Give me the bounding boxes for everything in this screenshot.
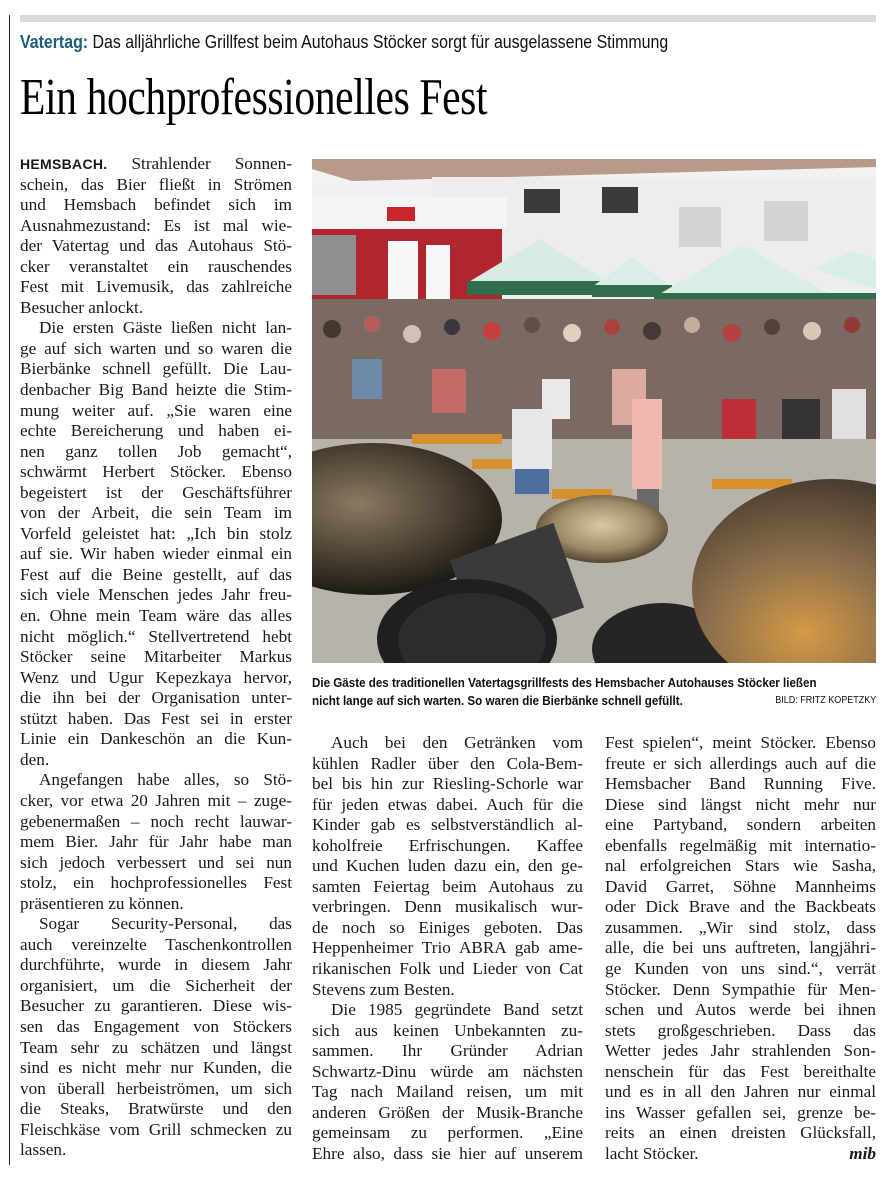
text-line-content: Fest spielen“, meint Stöcker. Ebenso — [605, 733, 876, 752]
text-line-content: schwärmt Herbert Stöcker. Ebenso — [20, 462, 292, 482]
text-line — [20, 770, 292, 791]
text-line — [20, 647, 292, 668]
text-line-content: mem Bier. Jahr für Jahr habe man — [20, 832, 292, 852]
text-line — [20, 277, 292, 298]
text-line-content: Besucher zu garantieren. Diese wis- — [20, 996, 292, 1016]
text-line — [20, 236, 292, 257]
section-top-bar — [20, 15, 876, 22]
text-line-content: de noch so Einiges geboten. Das — [312, 917, 583, 937]
article-photo — [312, 159, 876, 663]
text-line — [20, 832, 292, 853]
text-line — [20, 503, 292, 524]
text-line — [312, 959, 583, 980]
text-line — [312, 1123, 583, 1144]
text-line — [20, 955, 292, 976]
text-line — [605, 836, 876, 857]
text-line — [20, 627, 292, 648]
text-line-content: koholfreie Erfrischungen. Kaffee — [312, 835, 583, 855]
text-line — [20, 1140, 292, 1161]
text-line — [312, 1041, 583, 1062]
text-line — [312, 980, 583, 1001]
text-line — [312, 836, 583, 857]
text-line — [312, 1000, 583, 1021]
text-line — [20, 401, 292, 422]
text-line-content: gebenermaßen – noch recht lauwar- — [20, 811, 292, 831]
text-line-content: von der Arbeit, die sein Team im — [20, 503, 292, 523]
text-line-content: Vorfeld geleistet hat: „Ich bin stolz — [20, 523, 292, 543]
text-line-content: bel bis hin zur Riesling-Schorle war — [312, 774, 583, 794]
text-line-content: sich viele Menschen jedes Jahr freu- — [20, 585, 292, 605]
dateline: HEMSBACH. — [20, 156, 108, 172]
text-line — [605, 897, 876, 918]
text-line-content: reits an einen dreisten Glücksfall, — [605, 1123, 876, 1143]
text-line-content: Fest auf die Beine gestellt, auf das — [20, 564, 292, 584]
text-line-content: Linie ein Dankeschön an die Kun- — [20, 729, 292, 749]
text-line-content: Stöcker. Denn Sympathie für Men- — [605, 979, 876, 999]
text-line — [20, 606, 292, 627]
text-line — [605, 938, 876, 959]
text-line-content: sich aus keinen Unbekannten zu- — [312, 1020, 583, 1040]
text-line-content: en. Ohne mein Team wäre das alles — [20, 606, 292, 626]
text-line-content: Ausnahmezustand: Es ist mal wie- — [20, 215, 292, 235]
text-line-content: denbacher Big Band heizte die Stim- — [20, 380, 292, 400]
photo-caption — [312, 674, 876, 710]
text-line — [605, 1082, 876, 1103]
caption-line-1: Die Gäste des traditionellen Vatertagsgrillfests des Hemsbacher Autohauses Stöcker ließen — [312, 675, 817, 690]
text-line — [605, 1144, 876, 1165]
article-column-1 — [20, 154, 292, 1161]
text-line-content: mung weiter auf. „Sie waren eine — [20, 400, 292, 420]
text-line-content: Heppenheimer Trio ABRA gab ame- — [312, 938, 583, 958]
text-line — [20, 544, 292, 565]
text-line — [20, 359, 292, 380]
text-line-content: präsentieren zu können. — [20, 893, 184, 913]
text-line-content: auch vereinzelte Taschenkontrollen — [20, 934, 292, 954]
text-line — [605, 959, 876, 980]
text-line — [20, 1038, 292, 1059]
text-line — [20, 298, 292, 319]
text-line-content: Fleischkäse vom Grill schmecken zu — [20, 1119, 292, 1139]
text-line-content: anderen Größen der Musik-Branche — [312, 1102, 583, 1122]
text-line-content: stolz, ein hochprofessionelles Fest — [20, 873, 292, 893]
text-line-content: Kinder gab es selbstverständlich al- — [312, 815, 583, 835]
text-line — [312, 1062, 583, 1083]
text-line-content: Hemsbacher Band Running Five. — [605, 774, 876, 794]
article-column-3 — [605, 733, 876, 1164]
text-line-content: für jeden etwas dabei. Auch für die — [312, 794, 583, 814]
text-line-content: lassen. — [20, 1140, 67, 1160]
text-line-content: gemeinsam zu performen. „Eine — [312, 1123, 583, 1143]
text-line — [20, 914, 292, 935]
text-line-content: sind es nicht mehr nur Kunden, die — [20, 1058, 292, 1078]
text-line-content: von überall herbeiströmen, um sich — [20, 1078, 292, 1098]
text-line — [20, 421, 292, 442]
text-line-content: ins Wasser gefallen sei, grenze be- — [605, 1102, 876, 1122]
text-line-content: alle, die bei uns auftreten, langjähri- — [605, 938, 876, 958]
text-line — [20, 339, 292, 360]
text-line-content: cker, vor etwa 20 Jahren mit – zuge- — [20, 790, 292, 810]
text-line — [312, 938, 583, 959]
text-line — [20, 442, 292, 463]
text-line — [20, 668, 292, 689]
text-line-content: nicht möglich.“ Stellvertretend hebt — [20, 626, 292, 646]
text-line — [312, 918, 583, 939]
text-line-content: Auch bei den Getränken vom — [331, 733, 583, 752]
text-line — [605, 877, 876, 898]
text-line-content: nal erfolgreichen Stars wie Sasha, — [605, 856, 876, 876]
text-line — [20, 524, 292, 545]
text-line-content: verbringen. Denn musikalisch wur- — [312, 897, 583, 917]
text-line-content: schen und Autos werde bei ihnen — [605, 1000, 876, 1020]
kicker-keyword: Vatertag: — [20, 31, 89, 52]
text-line — [20, 380, 292, 401]
text-line-content: sich jedoch verbessert und sei nun — [20, 852, 292, 872]
text-line-content: sen das Engagement von Stöckers — [20, 1016, 292, 1036]
festival-photo-illustration — [312, 159, 876, 663]
text-line-content: die Steaks, Bratwürste und den — [20, 1099, 292, 1119]
text-line — [312, 856, 583, 877]
text-line — [312, 815, 583, 836]
text-line-content: Die ersten Gäste ließen nicht lan- — [39, 318, 292, 338]
text-line — [20, 853, 292, 874]
text-line — [605, 774, 876, 795]
text-line-content: schein, das Bier fließt in Strömen — [20, 174, 292, 194]
text-line-content: Strahlender Sonnen- — [107, 154, 292, 173]
caption-line-2: nicht lange auf sich warten. So waren die Bierbänke schnell gefüllt. — [312, 693, 683, 708]
text-line-content: ge auf sich warten und so waren die — [20, 338, 292, 358]
text-line — [605, 1103, 876, 1124]
text-line-content: Ehre also, dass sie hier auf unserem — [312, 1143, 583, 1163]
text-line-content: auf sie. Wir haben wieder einmal ein — [20, 544, 292, 564]
text-line — [605, 1000, 876, 1021]
text-line — [312, 1021, 583, 1042]
text-line-content: stützt haben. Das Fest sei in erster — [20, 708, 292, 728]
text-line — [20, 154, 292, 175]
author-signature: mib — [849, 1143, 876, 1163]
text-line — [20, 935, 292, 956]
text-line — [605, 918, 876, 939]
text-line-content: lacht Stöcker. — [605, 1143, 699, 1163]
text-line-content: echte Bereicherung und haben ei- — [20, 421, 292, 441]
text-line-content: kühlen Radler über den Cola-Bem- — [312, 753, 583, 773]
text-line — [312, 754, 583, 775]
text-line — [605, 754, 876, 775]
text-line-content: David Garret, Söhne Mannheims — [605, 876, 876, 896]
text-line — [312, 733, 583, 754]
text-line-content: die ihn bei der Organisation unter- — [20, 688, 292, 708]
text-line — [312, 1144, 583, 1165]
text-line-content: eine Partyband, sondern arbeiten — [605, 815, 876, 835]
text-line — [605, 1041, 876, 1062]
text-line — [605, 815, 876, 836]
text-line — [20, 175, 292, 196]
photo-credit: BILD: FRITZ KOPETZKY — [774, 695, 876, 706]
text-line-content: Team sehr zu schätzen und längst — [20, 1037, 292, 1057]
text-line-content: Diese sind längst nicht mehr nur — [605, 794, 876, 814]
text-line — [20, 195, 292, 216]
text-line-content: Stöcker seine Mitarbeiter Markus — [20, 647, 292, 667]
text-line — [20, 976, 292, 997]
text-line — [312, 795, 583, 816]
text-line-content: cker veranstaltet ein rauschendes — [20, 256, 292, 276]
text-line-content: und Hemsbach befindet sich im — [20, 195, 292, 215]
text-line-content: oder Dick Brave and the Backbeats — [605, 897, 876, 917]
text-line-content: rikanischen Folk und Lieder von Cat — [312, 959, 583, 979]
text-line-content: organisiert, um die Sicherheit der — [20, 975, 292, 995]
text-line-content: den. — [20, 749, 50, 769]
text-line-content: Tag nach Mailand reisen, um mit — [312, 1082, 583, 1102]
text-line-content: Stevens zum Besten. — [312, 979, 455, 999]
text-line — [312, 1103, 583, 1124]
text-line — [20, 1079, 292, 1100]
text-line — [312, 877, 583, 898]
text-line-content: Besucher anlockt. — [20, 297, 144, 317]
text-line — [20, 483, 292, 504]
text-line — [20, 894, 292, 915]
text-line-content: Die 1985 gegründete Band setzt — [331, 1000, 583, 1020]
text-line — [20, 257, 292, 278]
text-line-content: und es in all den Jahren nur einmal — [605, 1082, 876, 1102]
text-line — [20, 729, 292, 750]
text-line — [312, 1082, 583, 1103]
text-line-content: nenschein für das Fest bereithalte — [605, 1061, 876, 1081]
text-line-content: und Kuchen luden dazu ein, den ge- — [312, 856, 583, 876]
text-line-content: ebenfalls regelmäßig mit internatio- — [605, 835, 876, 855]
text-line-content: samten Feiertag beim Autohaus zu — [312, 876, 583, 896]
text-line-content: stets großgeschrieben. Dass das — [605, 1020, 876, 1040]
text-line — [312, 774, 583, 795]
text-line-content: Wenz und Ugur Kepezkaya hervor, — [20, 667, 292, 687]
text-line — [605, 733, 876, 754]
text-line — [20, 1058, 292, 1079]
text-line — [605, 1062, 876, 1083]
text-line — [20, 1120, 292, 1141]
text-line-content: Schwartz-Dinu würde am nächsten — [312, 1061, 583, 1081]
text-line — [605, 1123, 876, 1144]
text-line-content: der Vatertag und das Autohaus Stö- — [20, 236, 292, 256]
article-column-2 — [312, 733, 583, 1164]
text-line — [20, 216, 292, 237]
kicker-text: Das alljährliche Grillfest beim Autohaus Stöcker sorgt für ausgelassene Stimmung — [88, 31, 669, 52]
text-line — [605, 1021, 876, 1042]
text-line-content: durchführte, wurde in diesem Jahr — [20, 955, 292, 975]
headline: Ein hochprofessionelles Fest — [20, 69, 488, 126]
text-line — [605, 980, 876, 1001]
text-line — [605, 795, 876, 816]
text-line-content: freute er sich allerdings auch auf die — [605, 753, 876, 773]
text-line — [20, 585, 292, 606]
text-line — [605, 856, 876, 877]
text-line-content: ge Kunden von uns sind.“, verrät — [605, 959, 876, 979]
text-line — [20, 1017, 292, 1038]
text-line — [312, 897, 583, 918]
text-line-content: Angefangen habe alles, so Stö- — [39, 770, 292, 790]
kicker-line — [20, 30, 760, 54]
text-line-content: nen ganz tollen Job gemacht“, — [20, 441, 292, 461]
text-line — [20, 812, 292, 833]
text-line-content: zusammen. „Wir sind stolz, dass — [605, 917, 876, 937]
text-line-content: Fest mit Livemusik, das zahlreiche — [20, 277, 292, 297]
text-line — [20, 1099, 292, 1120]
text-line — [20, 688, 292, 709]
text-line-content: sammen. Ihr Gründer Adrian — [312, 1041, 583, 1061]
left-column-rule — [9, 15, 10, 1165]
text-line-content: Bierbänke schnell gefüllt. Die Lau- — [20, 359, 292, 379]
text-line-content: Sogar Security-Personal, das — [39, 914, 292, 934]
text-line-content: Wetter jedes Jahr strahlenden Son- — [605, 1041, 876, 1061]
text-line — [20, 565, 292, 586]
text-line — [20, 462, 292, 483]
text-line — [20, 750, 292, 771]
text-line — [20, 996, 292, 1017]
text-line — [20, 791, 292, 812]
text-line — [20, 709, 292, 730]
text-line — [20, 318, 292, 339]
text-line-content: begeistert ist der Geschäftsführer — [20, 482, 292, 502]
text-line — [20, 873, 292, 894]
